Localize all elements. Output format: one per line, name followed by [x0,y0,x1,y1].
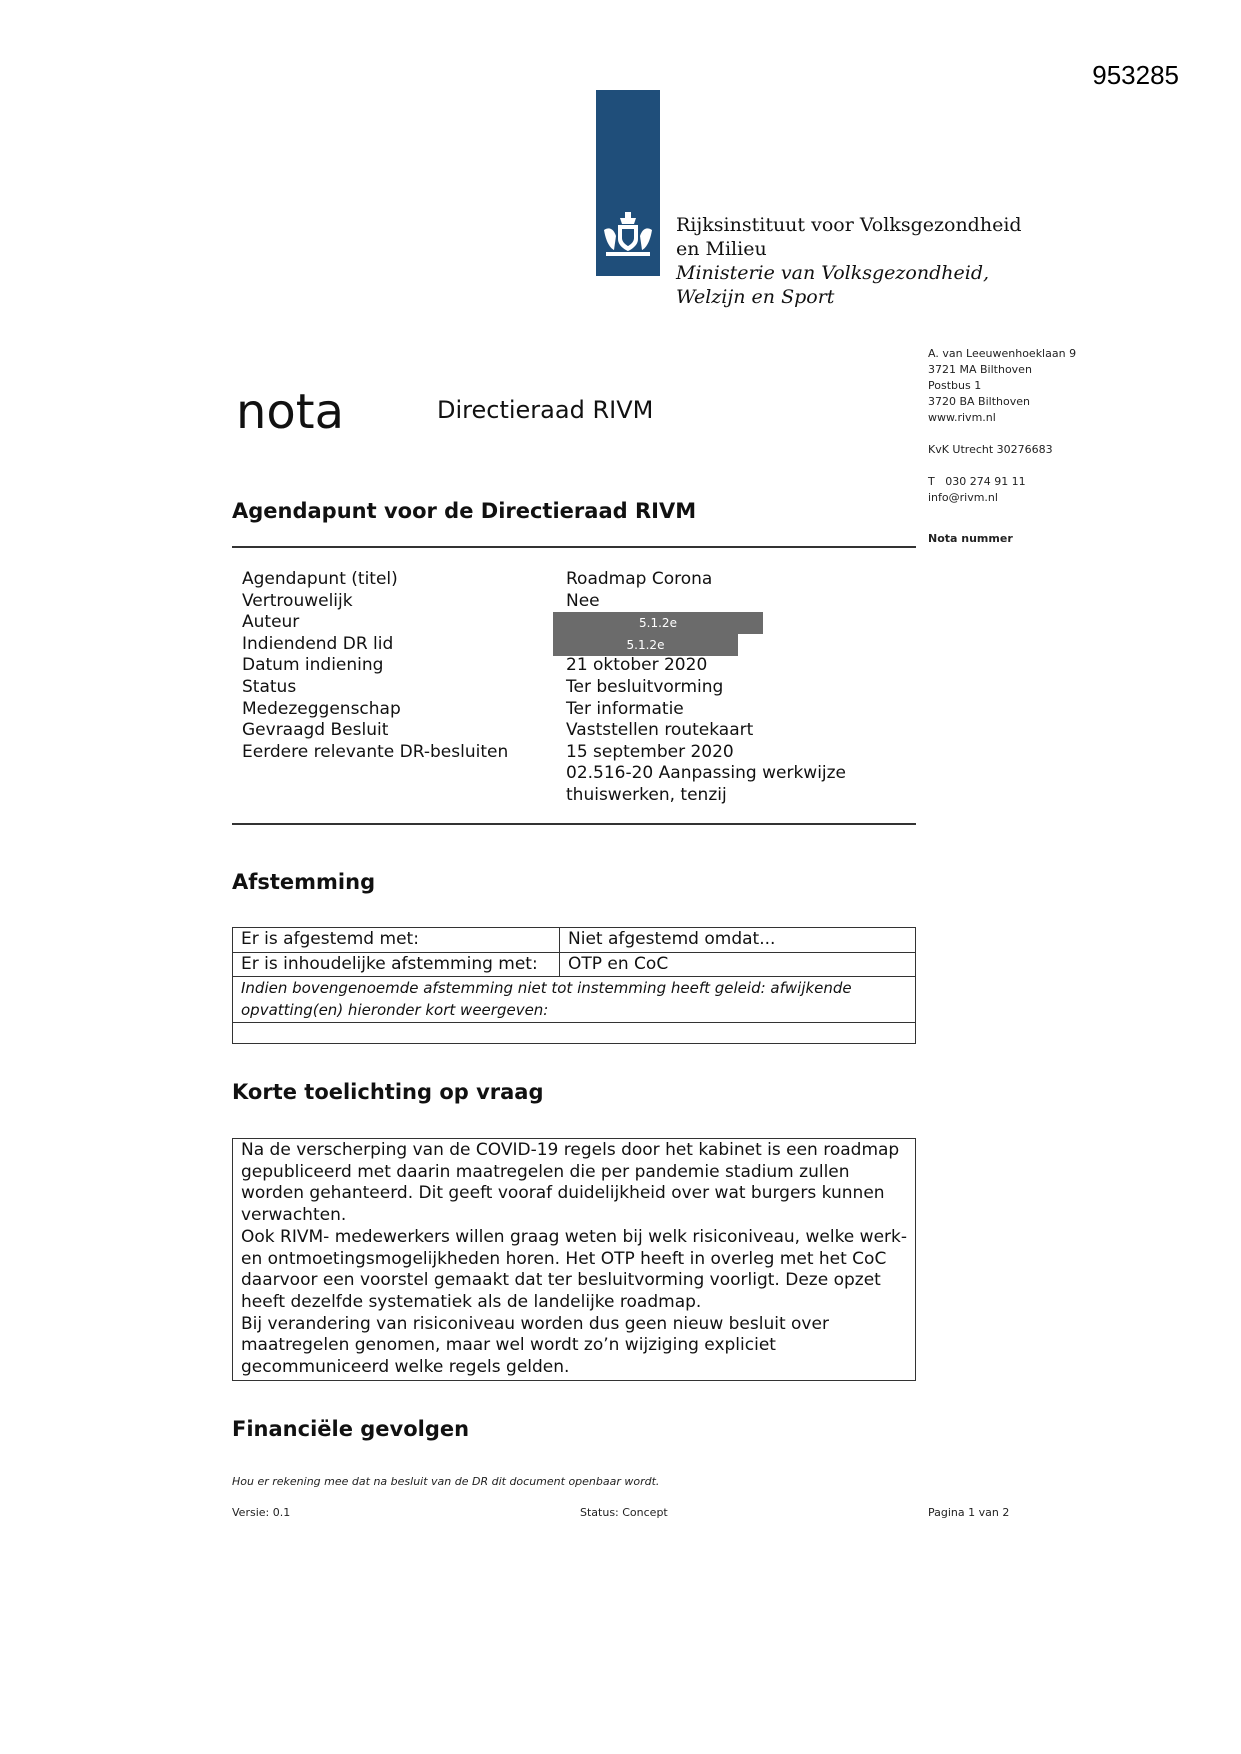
address-email: info@rivm.nl [928,491,998,504]
divider [232,823,916,825]
address-website: www.rivm.nl [928,411,996,424]
address-postcode: 3721 MA Bilthoven [928,363,1032,376]
address-street: A. van Leeuwenhoeklaan 9 [928,347,1077,360]
table-row [233,928,916,953]
address-phone: T 030 274 91 11 [928,475,1026,488]
table-cell: OTP en CoC [560,952,916,977]
toelichting-box [232,1138,916,1381]
financieel-title: Financiële gevolgen [232,1417,470,1441]
org-line-2: en Milieu [676,238,767,260]
agenda-title: Agendapunt voor de Directieraad RIVM [232,499,697,523]
table-row [233,977,916,1023]
table-cell: Er is inhoudelijke afstemming met: [233,952,560,977]
toelichting-paragraph: Na de verscherping van de COVID-19 regels door het kabinet is een roadmap gepubliceerd met daarin maatregelen die per pandemie stadium zullen worden gehanteerd. Dit geeft vooraf duidelijkheid over wat burgers kunnen verwachten. [241,1140,900,1226]
table-cell: Er is afgestemd met: [233,928,560,953]
address-block [928,346,1076,506]
footer-version: Versie: 0.1 [232,1506,291,1519]
footer-page: Pagina 1 van 2 [928,1506,1010,1519]
address-kvk: KvK Utrecht 30276683 [928,443,1053,456]
footer-status: Status: Concept [580,1506,668,1519]
organisation-name [676,213,1022,309]
document-id: 953285 [1092,60,1179,90]
toelichting-paragraph: Ook RIVM- medewerkers willen graag weten bij welk risiconiveau, welke werk- en ontmoetingsmogelijkheden horen. Het OTP heeft in overleg met het CoC daarvoor een voorstel gemaakt dat ter besluitvorming voorligt. Deze opzet heeft dezelfde systematiek als de landelijke roadmap. [241,1226,907,1312]
table-cell-note: Indien bovengenoemde afstemming niet tot instemming heeft geleid: afwijkende opvatting(en) hieronder kort weergeven: [233,977,916,1023]
nota-number-label: Nota nummer [928,532,1013,545]
nota-heading: nota [236,384,345,440]
toelichting-title: Korte toelichting op vraag [232,1080,544,1104]
table-cell-empty [233,1023,916,1044]
table-row [233,1023,916,1044]
afstemming-title: Afstemming [232,870,376,894]
address-postbus-postcode: 3720 BA Bilthoven [928,395,1030,408]
org-line-1: Rijksinstituut voor Volksgezondheid [676,214,1022,236]
org-line-3: Ministerie van Volksgezondheid, [676,262,990,284]
redaction-author: 5.1.2e [553,612,763,634]
org-line-4: Welzijn en Sport [676,286,835,308]
toelichting-paragraph: Bij verandering van risiconiveau worden dus geen nieuw besluit over maatregelen genomen, maar wel wordt zo’n wijziging expliciet gecommuniceerd welke regels gelden. [241,1313,829,1378]
royal-crest-icon [600,210,656,262]
afstemming-table [232,927,916,1044]
address-postbus: Postbus 1 [928,379,982,392]
nota-subtitle: Directieraad RIVM [437,396,654,424]
footer-note: Hou er rekening mee dat na besluit van de DR dit document openbaar wordt. [232,1475,660,1488]
redaction-dr-member: 5.1.2e [553,634,738,656]
table-cell: Niet afgestemd omdat... [560,928,916,953]
divider [232,546,916,548]
table-row [233,952,916,977]
